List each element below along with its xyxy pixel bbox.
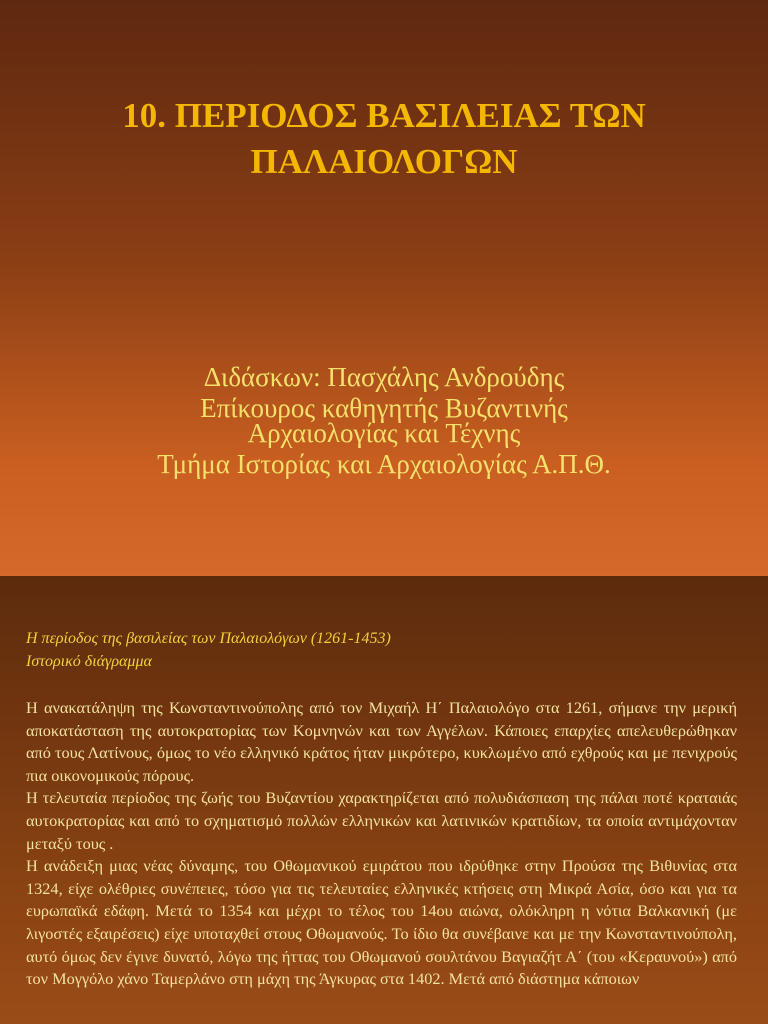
section-heading <box>26 627 391 673</box>
author-line: Επίκουρος καθηγητής Βυζαντινής <box>200 393 568 423</box>
heading-line-2: Ιστορικό διάγραμμα <box>26 653 152 670</box>
title-line-1: 10. ΠΕΡΙΟΔΟΣ ΒΑΣΙΛΕΙΑΣ ΤΩΝ <box>122 96 646 135</box>
body-text <box>26 697 737 991</box>
paragraph: Η ανακατάληψη της Κωνσταντινούπολης από τον Μιχαήλ Η΄ Παλαιολόγο στα 1261, σήμανε την μερική αποκατάσταση της αυτοκρατορίας των Κομνηνών και των Αγγέλων. Κάποιες επαρχίες απελευθερώθηκαν από τους Λατίνους, όμως το νέο ελληνικό κράτος ήταν μικρότερο, κυκλωμένο από εχθρούς και με πενιχρούς πια οικονομικούς πόρους. <box>26 698 737 785</box>
author-line: Τμήμα Ιστορίας και Αρχαιολογίας Α.Π.Θ. <box>157 449 611 479</box>
author-block <box>40 362 728 480</box>
paragraph: Η τελευταία περίοδος της ζωής του Βυζαντίου χαρακτηρίζεται από πολυδιάσπαση της πάλαι ποτέ κραταιάς αυτοκρατορίας και από το σχηματισμό πολλών ελληνικών και λατινικών κρατιδίων, τα οποία αντιμάχονταν μεταξύ τους . <box>26 788 737 853</box>
author-line: Αρχαιολογίας και Τέχνης <box>247 418 521 448</box>
slide-title <box>40 93 728 185</box>
title-line-2: ΠΑΛΑΙΟΛΟΓΩΝ <box>250 142 518 181</box>
paragraph: Η ανάδειξη μιας νέας δύναμης, του Οθωμανικού εμιράτου που ιδρύθηκε στην Προύσα της Βιθυνίας στα 1324, είχε ολέθριες συνέπειες, τόσο για τις τελευταίες ελληνικές κτήσεις στη Μικρά Ασία, όσο και για τα ευρωπαϊκά εδάφη. Μετά το 1354 και μέχρι το τέλος του 14ου αιώνα, ολόκληρη η νότια Βαλκανική (με λιγοστές εξαιρέσεις) είχε υποταχθεί στους Οθωμανούς. Το ίδιο θα συνέβαινε και με την Κωνσταντινούπολη, αυτό όμως δεν έγινε δυνατό, λόγω της ήττας του Οθωμανού σουλτάνου Βαγιαζήτ Α΄ (του «Κεραυνού») από τον Μογγόλο χάνο Ταμερλάνο στη μάχη της Άγκυρας στα 1402. Μετά από διάστημα κάποιων <box>26 856 737 989</box>
author-line: Διδάσκων: Πασχάλης Ανδρούδης <box>203 362 565 392</box>
heading-line-1: Η περίοδος της βασιλείας των Παλαιολόγων (1261-1453) <box>26 630 391 647</box>
